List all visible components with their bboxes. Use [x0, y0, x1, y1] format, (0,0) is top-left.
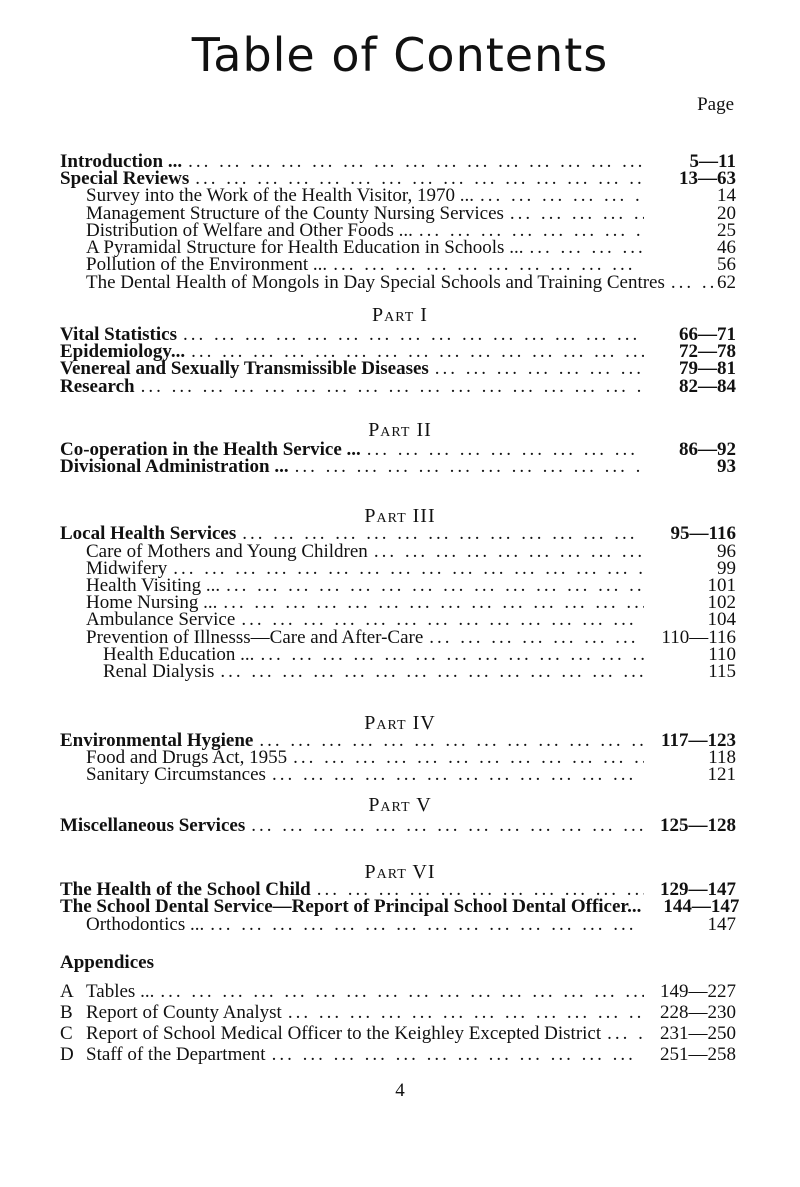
entry-page: 149—227 — [660, 981, 736, 1002]
toc-entry[interactable]: Food and Drugs Act, 1955 ... . 118 — [60, 748, 736, 768]
part-heading: Part IV — [364, 712, 436, 734]
toc-entry[interactable]: Research ... . 82—84 — [60, 377, 736, 397]
entry-page: 228—230 — [660, 1002, 736, 1023]
entry-label: Tables ... — [86, 981, 155, 1002]
toc-entry[interactable]: The School Dental Service—Report of Principal School Dental Officer... ... . 144—147 — [60, 897, 736, 917]
entry-label: Report of County Analyst — [86, 1002, 282, 1023]
appendices-heading: Appendices — [60, 952, 154, 973]
toc-entry[interactable] — [60, 1045, 736, 1065]
page-number: 4 — [395, 1080, 405, 1101]
entry-page: 231—250 — [660, 1023, 736, 1044]
part-heading: Part II — [368, 419, 432, 441]
leader-dots — [601, 1024, 644, 1044]
page-column-header: Page — [697, 94, 734, 115]
toc-entry[interactable]: A Pyramidal Structure for Health Education in Schools ... ... . 46 — [60, 238, 736, 258]
toc-entry[interactable]: The Dental Health of Mongols in Day Special Schools and Training Centres ... . 62 — [60, 273, 736, 293]
entry-label: Report of School Medical Officer to the Keighley Excepted District — [86, 1023, 602, 1044]
toc-entry[interactable]: Midwifery ... . 99 — [60, 559, 736, 579]
toc-entry[interactable]: Special Reviews ... . 13—63 — [60, 169, 736, 189]
toc-entry[interactable]: Management Structure of the County Nursing Services ... . 20 — [60, 204, 736, 224]
toc-entry[interactable]: Environmental Hygiene ... . 117—123 — [60, 731, 736, 751]
entry-page: 251—258 — [660, 1044, 736, 1065]
appendix-letter: C — [60, 1023, 73, 1044]
entry-label: Staff of the Department — [86, 1044, 266, 1065]
toc-entry[interactable]: Sanitary Circumstances ... . 121 — [60, 765, 736, 785]
toc-entry[interactable]: Venereal and Sexually Transmissible Diseases ... . 79—81 — [60, 359, 736, 379]
leader-dots — [154, 982, 644, 1002]
appendix-letter: B — [60, 1002, 73, 1023]
part-heading: Part VI — [364, 861, 436, 883]
toc-entry[interactable]: Renal Dialysis ... . 115 — [60, 662, 736, 682]
toc-entry[interactable] — [60, 982, 736, 1002]
appendix-letter: D — [60, 1044, 74, 1065]
toc-entry[interactable]: Health Education ... ... . 110 — [60, 645, 736, 665]
leader-dots — [282, 1003, 644, 1023]
toc-entry[interactable]: Care of Mothers and Young Children ... . 96 — [60, 542, 736, 562]
toc-entry[interactable]: Divisional Administration ... ... . 93 — [60, 457, 736, 477]
toc-entry[interactable]: Prevention of Illnesss—Care and After-Care ... . 110—116 — [60, 628, 736, 648]
toc-entry[interactable]: Home Nursing ... ... . 102 — [60, 593, 736, 613]
toc-entry[interactable]: Local Health Services ... . 95—116 — [60, 524, 736, 544]
part-heading: Part I — [372, 304, 428, 326]
leader-dots — [266, 1045, 644, 1065]
toc-entry[interactable] — [60, 1003, 736, 1023]
toc-entry[interactable]: Vital Statistics ... . 66—71 — [60, 325, 736, 345]
toc-entry[interactable]: Miscellaneous Services ... . 125—128 — [60, 816, 736, 836]
part-heading: Part V — [368, 794, 432, 816]
toc-entry[interactable]: Introduction ... ... . 5—11 — [60, 152, 736, 172]
toc-entry[interactable]: Health Visiting ... ... . 101 — [60, 576, 736, 596]
toc-entry[interactable]: Distribution of Welfare and Other Foods ... ... . 25 — [60, 221, 736, 241]
toc-entry[interactable]: Ambulance Service ... . 104 — [60, 610, 736, 630]
toc-entry[interactable]: Orthodontics ... ... . 147 — [60, 915, 736, 935]
toc-entry[interactable]: Pollution of the Environment ... ... . 56 — [60, 255, 736, 275]
toc-entry[interactable]: Survey into the Work of the Health Visitor, 1970 ... ... . 14 — [60, 186, 736, 206]
part-heading: Part III — [364, 505, 436, 527]
appendix-letter: A — [60, 981, 74, 1002]
toc-entry[interactable] — [60, 1024, 736, 1044]
toc-entry[interactable]: The Health of the School Child ... . 129—147 — [60, 880, 736, 900]
page-title: Table of Contents — [191, 28, 609, 82]
toc-entry[interactable]: Co-operation in the Health Service ... ... . 86—92 — [60, 440, 736, 460]
toc-entry[interactable]: Epidemiology... ... . 72—78 — [60, 342, 736, 362]
